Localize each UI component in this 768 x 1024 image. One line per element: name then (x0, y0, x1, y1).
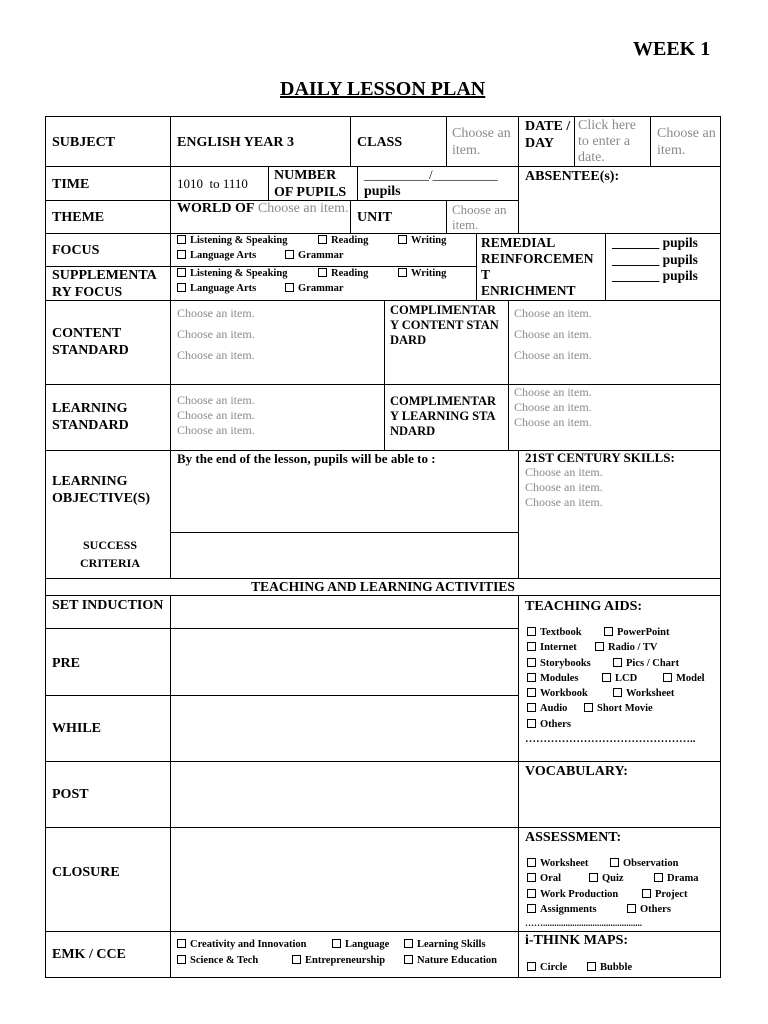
learning-standard-dropdown[interactable]: Choose an item. (177, 423, 255, 437)
date-picker[interactable]: Click here to enter a date. (578, 118, 636, 165)
aid-checkbox-internet[interactable] (527, 642, 577, 653)
checkbox-label: Work Production (540, 888, 619, 900)
checkbox-label: Language Arts (190, 250, 257, 261)
stage-while: WHILE (52, 721, 102, 736)
checkbox-label: Worksheet (626, 688, 675, 700)
comp-learning-standard-choices (514, 385, 592, 430)
absentee-label: ABSENTEE(s): (525, 169, 620, 184)
time-label: TIME (52, 177, 90, 192)
focus-option-row (177, 235, 475, 250)
theme-value: WORLD OF (177, 201, 255, 216)
assessment-others-line[interactable]: ……............................................ (525, 918, 642, 928)
set-induction-input[interactable] (171, 596, 517, 627)
stage-set-induction: SET INDUCTION (52, 598, 164, 613)
checkbox-icon (527, 719, 536, 728)
pupils-count-field[interactable]: __________/__________ (364, 167, 498, 182)
checkbox-icon (663, 673, 672, 682)
subject-value[interactable]: ENGLISH YEAR 3 (177, 135, 294, 150)
checkbox-label: Audio (540, 703, 568, 715)
checkbox-label: Storybooks (540, 657, 591, 669)
comp-content-standard-choices (514, 303, 592, 366)
vocabulary-label: VOCABULARY: (525, 764, 628, 779)
assessment-checkbox-quiz[interactable] (589, 873, 624, 884)
century-skills-dropdown[interactable]: Choose an item. (525, 465, 603, 479)
checkbox-label: Pics / Chart (626, 657, 680, 669)
comp-content-dropdown[interactable]: Choose an item. (514, 306, 592, 320)
success-criteria-input[interactable] (171, 533, 517, 577)
checkbox-icon (589, 873, 598, 882)
assessment-checkbox-others[interactable] (627, 904, 671, 915)
aid-checkbox-lcd[interactable] (602, 673, 637, 684)
unit-dropdown[interactable]: Choose an item. (452, 202, 507, 232)
focus-options (177, 235, 475, 265)
success-criteria-label: SUCCESS CRITERIA (79, 538, 140, 570)
checkbox-icon (527, 889, 536, 898)
checkbox-label: Project (655, 888, 688, 900)
checkbox-icon (654, 873, 663, 882)
checkbox-icon (527, 858, 536, 867)
checkbox-label: Quiz (602, 873, 624, 885)
checkbox-label: Entrepreneurship (305, 955, 386, 966)
comp-content-standard-label: COMPLIMENTARY CONTENT STANDARD (390, 303, 499, 347)
checkbox-icon (613, 688, 622, 697)
assessment-checkbox-worksheet[interactable] (527, 858, 588, 869)
checkbox-icon (610, 858, 619, 867)
checkbox-icon (285, 283, 294, 292)
remedial-label: REMEDIAL (481, 235, 556, 250)
supp-checkbox-writing[interactable] (398, 268, 446, 279)
assessment-options (527, 858, 717, 919)
checkbox-label: Science & Tech (190, 955, 259, 966)
checkbox-label: Bubble (600, 962, 633, 973)
checkbox-icon (527, 703, 536, 712)
supplementary-focus-label: SUPPLEMENTARY FOCUS (52, 268, 157, 300)
aid-checkbox-pics-chart[interactable] (613, 658, 679, 669)
date-label: DATE / DAY (525, 119, 571, 151)
learning-standard-dropdown[interactable]: Choose an item. (177, 393, 255, 407)
checkbox-icon (595, 642, 604, 651)
emk-row (177, 939, 517, 955)
checkbox-icon (404, 955, 413, 964)
stage-post: POST (52, 787, 89, 802)
aid-checkbox-short-movie[interactable] (584, 703, 653, 714)
learning-standard-label: LEARNING STANDARD (52, 401, 129, 433)
checkbox-icon (604, 627, 613, 636)
focus-label: FOCUS (52, 243, 100, 258)
emk-checkbox-language[interactable] (332, 939, 389, 950)
ithink-maps-label: i-THINK MAPS: (525, 933, 629, 948)
subject-label: SUBJECT (52, 135, 116, 150)
checkbox-label: Circle (540, 962, 568, 973)
aids-row (527, 627, 717, 642)
checkbox-icon (527, 904, 536, 913)
checkbox-label: Listening & Speaking (190, 235, 288, 246)
century-skills-dropdown[interactable]: Choose an item. (525, 495, 603, 509)
century-skills-choices (525, 465, 603, 510)
checkbox-label: Worksheet (540, 858, 589, 869)
pre-input[interactable] (171, 629, 517, 694)
learning-objectives-label: LEARNING OBJECTIVE(S) (52, 474, 151, 506)
emk-checkbox-entrepreneurship[interactable] (292, 955, 385, 966)
assessment-label: ASSESSMENT: (525, 830, 622, 845)
aid-checkbox-radio-tv[interactable] (595, 642, 657, 653)
supp-option-row (177, 268, 475, 283)
checkbox-icon (527, 688, 536, 697)
checkbox-label: Textbook (540, 627, 582, 638)
checkbox-icon (318, 235, 327, 244)
emk-checkbox-science-tech[interactable] (177, 955, 258, 966)
assessment-checkbox-drama[interactable] (654, 873, 699, 884)
objectives-intro: By the end of the lesson, pupils will be able to : (177, 451, 436, 466)
checkbox-icon (527, 673, 536, 682)
checkbox-icon (318, 268, 327, 277)
checkbox-icon (177, 955, 186, 964)
aids-row (527, 642, 717, 657)
comp-learning-dropdown[interactable]: Choose an item. (514, 415, 592, 429)
checkbox-icon (602, 673, 611, 682)
teaching-aids-label: TEACHING AIDS: (525, 599, 643, 614)
comp-learning-dropdown[interactable]: Choose an item. (514, 385, 592, 399)
assessment-checkbox-assignments[interactable] (527, 904, 597, 915)
checkbox-icon (398, 235, 407, 244)
content-standard-dropdown[interactable]: Choose an item. (177, 348, 255, 362)
aids-row (527, 688, 717, 703)
aid-checkbox-powerpoint[interactable] (604, 627, 670, 638)
checkbox-label: Assignments (540, 903, 597, 915)
checkbox-label: Others (640, 903, 671, 915)
checkbox-icon (527, 627, 536, 636)
assessment-row (527, 873, 717, 888)
aid-checkbox-storybooks[interactable] (527, 658, 591, 669)
checkbox-label: Reading (331, 268, 369, 279)
checkbox-label: Nature Education (417, 955, 498, 966)
checkbox-label: Language Arts (190, 283, 257, 294)
emk-checkbox-learning-skills[interactable] (404, 939, 486, 950)
stage-closure: CLOSURE (52, 865, 120, 880)
comp-content-dropdown[interactable]: Choose an item. (514, 327, 592, 341)
theme-dropdown[interactable]: Choose an item. (257, 201, 349, 216)
checkbox-label: Radio / TV (608, 642, 658, 654)
checkbox-icon (527, 658, 536, 667)
pupils-suffix: pupils (364, 184, 401, 199)
supp-option-row (177, 283, 475, 298)
supp-checkbox-language-arts[interactable] (177, 283, 256, 294)
checkbox-icon (292, 955, 301, 964)
time-value[interactable]: 1010 to 1110 (177, 176, 248, 191)
checkbox-label: Oral (540, 873, 561, 885)
checkbox-icon (398, 268, 407, 277)
checkbox-icon (527, 642, 536, 651)
checkbox-icon (404, 939, 413, 948)
content-standard-dropdown[interactable]: Choose an item. (177, 306, 255, 320)
checkbox-icon (527, 873, 536, 882)
while-input[interactable] (171, 696, 517, 760)
aid-checkbox-textbook[interactable] (527, 627, 582, 638)
teaching-aids-others-line[interactable]: ……………………………………….. (525, 733, 696, 745)
checkbox-label: LCD (615, 672, 638, 684)
supp-checkbox-listening[interactable] (177, 268, 287, 279)
remedial-counts (612, 235, 698, 285)
enrichment-label: ENRICHMENT (481, 283, 576, 298)
checkbox-label: Others (540, 718, 571, 730)
checkbox-label: Drama (667, 873, 699, 885)
assessment-row (527, 904, 717, 919)
assessment-row (527, 858, 717, 873)
checkbox-icon (177, 939, 186, 948)
focus-checkbox-listening[interactable] (177, 235, 287, 246)
aids-row (527, 703, 717, 718)
checkbox-label: Model (676, 672, 705, 684)
enrichment-pupils-field[interactable]: _______ pupils (612, 268, 698, 283)
vocabulary-input[interactable] (520, 782, 718, 826)
supplementary-focus-options (177, 268, 475, 298)
page-title: DAILY LESSON PLAN (280, 78, 486, 100)
learning-standard-choices (177, 393, 255, 438)
checkbox-icon (613, 658, 622, 667)
learning-standard-dropdown[interactable]: Choose an item. (177, 408, 255, 422)
emk-checkbox-creativity[interactable] (177, 939, 307, 950)
checkbox-label: Creativity and Innovation (190, 939, 307, 950)
comp-content-dropdown[interactable]: Choose an item. (514, 348, 592, 362)
checkbox-label: Writing (411, 268, 447, 279)
focus-checkbox-reading[interactable] (318, 235, 368, 246)
unit-label: UNIT (357, 210, 393, 225)
aid-checkbox-audio[interactable] (527, 703, 567, 714)
emk-options (177, 939, 517, 971)
ithink-checkbox-circle[interactable] (527, 962, 567, 973)
emk-cce-label: EMK / CCE (52, 947, 126, 962)
checkbox-label: Observation (623, 858, 679, 869)
supp-checkbox-grammar[interactable] (285, 283, 343, 294)
ithink-checkbox-bubble[interactable] (587, 962, 632, 973)
aids-row (527, 658, 717, 673)
checkbox-label: Reading (331, 235, 369, 246)
checkbox-label: Language (345, 939, 390, 950)
century-skills-dropdown[interactable]: Choose an item. (525, 480, 603, 494)
assessment-checkbox-work-production[interactable] (527, 889, 618, 900)
checkbox-icon (627, 904, 636, 913)
assessment-checkbox-observation[interactable] (610, 858, 678, 869)
content-standard-dropdown[interactable]: Choose an item. (177, 327, 255, 341)
class-label: CLASS (357, 135, 403, 150)
closure-input[interactable] (171, 828, 517, 930)
aid-checkbox-others[interactable] (527, 719, 571, 730)
checkbox-label: Listening & Speaking (190, 268, 288, 279)
checkbox-label: Modules (540, 672, 579, 684)
objectives-input[interactable] (171, 470, 517, 530)
pupils-count-label: NUMBER OF PUPILS (274, 168, 347, 200)
aid-checkbox-workbook[interactable] (527, 688, 588, 699)
checkbox-icon (177, 235, 186, 244)
checkbox-label: PowerPoint (617, 627, 670, 638)
day-dropdown[interactable]: Choose an item. (657, 126, 716, 158)
focus-checkbox-language-arts[interactable] (177, 250, 256, 261)
checkbox-label: Writing (411, 235, 447, 246)
class-dropdown[interactable]: Choose an item. (452, 126, 511, 158)
emk-checkbox-nature-education[interactable] (404, 955, 497, 966)
checkbox-icon (177, 250, 186, 259)
assessment-row (527, 889, 717, 904)
aid-checkbox-worksheet[interactable] (613, 688, 674, 699)
checkbox-icon (587, 962, 596, 971)
remedial-pupils-field[interactable]: _______ pupils (612, 235, 698, 250)
teaching-aids-options (527, 627, 717, 734)
ithink-options (527, 962, 717, 977)
checkbox-label: Learning Skills (417, 939, 486, 950)
assessment-checkbox-oral[interactable] (527, 873, 561, 884)
post-input[interactable] (171, 762, 517, 826)
assessment-checkbox-project[interactable] (642, 889, 687, 900)
week-label: WEEK 1 (633, 38, 711, 60)
checkbox-icon (177, 283, 186, 292)
checkbox-icon (527, 962, 536, 971)
content-standard-choices (177, 303, 255, 366)
activities-heading: TEACHING AND LEARNING ACTIVITIES (251, 579, 515, 594)
checkbox-label: Internet (540, 642, 577, 654)
focus-option-row (177, 250, 475, 265)
comp-learning-dropdown[interactable]: Choose an item. (514, 400, 592, 414)
comp-learning-standard-label: COMPLIMENTARY LEARNING STANDARD (390, 394, 497, 438)
focus-checkbox-writing[interactable] (398, 235, 446, 246)
checkbox-icon (584, 703, 593, 712)
checkbox-label: Grammar (298, 250, 344, 261)
focus-checkbox-grammar[interactable] (285, 250, 343, 261)
reinforcement-pupils-field[interactable]: _______ pupils (612, 251, 698, 267)
aids-row (527, 673, 717, 688)
aid-checkbox-model[interactable] (663, 673, 705, 684)
checkbox-icon (177, 268, 186, 277)
supp-checkbox-reading[interactable] (318, 268, 368, 279)
checkbox-icon (285, 250, 294, 259)
century-skills-label: 21ST CENTURY SKILLS: (525, 450, 675, 465)
checkbox-label: Grammar (298, 283, 344, 294)
aid-checkbox-modules[interactable] (527, 673, 579, 684)
checkbox-icon (642, 889, 651, 898)
emk-row (177, 955, 517, 971)
checkbox-icon (332, 939, 341, 948)
theme-label: THEME (52, 210, 105, 225)
aids-row (527, 719, 717, 734)
checkbox-label: Workbook (540, 688, 588, 700)
reinforcement-label: REINFORCEMENT (481, 251, 594, 282)
content-standard-label: CONTENT STANDARD (52, 326, 129, 358)
theme-field[interactable] (177, 201, 349, 217)
checkbox-label: Short Movie (597, 703, 653, 715)
remedial-labels (481, 235, 601, 299)
stage-pre: PRE (52, 656, 80, 671)
